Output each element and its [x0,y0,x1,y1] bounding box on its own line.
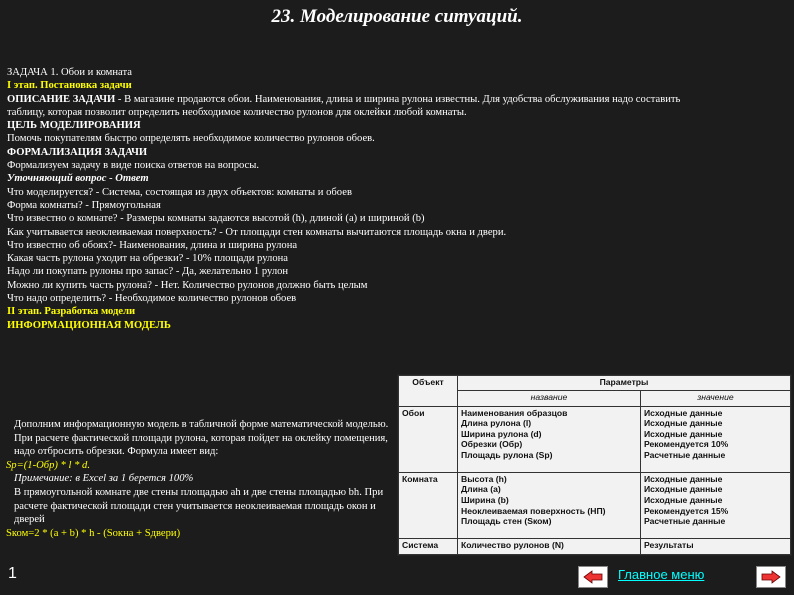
col-object-header: Объект [399,376,458,407]
arrow-left-icon [583,570,603,584]
formal-heading: ФОРМАЛИЗАЦИЯ ЗАДАЧИ [7,146,148,158]
param-name: Длина рулона (l) [461,418,532,429]
desc-label: ОПИСАНИЕ ЗАДАЧИ [7,93,116,105]
note-remark: Примечание: в Excel за 1 берется 100% [14,473,194,485]
param-value: Результаты [644,539,694,550]
task-description [7,93,787,106]
table-row [399,472,791,538]
col-name-header: название [458,391,641,406]
qa-item: Какая часть рулона уходит на обрезки? - 10% площади рулона [7,253,288,265]
param-name: Ширина рулона (d) [461,428,542,439]
param-name: Площадь рулона (Sр) [461,450,553,461]
info-model-table [397,374,792,556]
qa-item: Форма комнаты? - Прямоугольная [7,199,161,211]
param-name: Площадь стен (Sком) [461,516,552,527]
desc-line2: таблицу, которая позволит определить необходимое количество рулонов для оклейки любой комнаты. [7,106,467,118]
param-value: Исходные данные [644,407,723,418]
task-header: ЗАДАЧА 1. Обои и комната [7,67,132,78]
param-value: Исходные данные [644,473,723,484]
param-name: Длина (a) [461,484,501,495]
qa-heading: Уточняющий вопрос - Ответ [7,173,149,185]
note-p2: При расчете фактической площади рулона, которая пойдет на оклейку помещения, надо отбросить обрезки. Формула имеет вид: [14,432,388,458]
object-cell: Система [399,538,458,554]
desc-line1: - В магазине продаются обои. Наименования, длина и ширина рулона известны. Для удобства обслуживания надо составить [115,93,681,105]
param-name: Количество рулонов (N) [461,539,564,550]
values-cell [641,538,791,554]
col-params-header: Параметры [458,376,791,391]
values-cell [641,406,791,472]
stage1-heading: I этап. Постановка задачи [7,80,132,92]
formula-wall-area: Sком=2 * (a + b) * h - (Sокна + Sдвери) [6,527,181,539]
param-name: Неоклеиваемая поверхность (НП) [461,505,606,516]
param-value: Исходные данные [644,484,723,495]
param-name: Ширина (b) [461,494,509,505]
qa-item: Что известно о комнате? - Размеры комнаты задаются высотой (h), длиной (a) и шириной (b) [7,213,425,225]
values-cell [641,472,791,538]
page-title: 23. Моделирование ситуаций. [271,6,523,27]
note-p1: Дополним информационную модель в табличной форме математической моделью. [14,419,389,430]
formula-roll-area: Sр=(1-Обр) * l * d. [6,459,90,471]
col-value-header: значение [641,391,791,406]
main-menu-link[interactable]: Главное меню [618,567,705,582]
names-cell [458,472,641,538]
qa-item: Что моделируется? - Система, состоящая из двух объектов: комнаты и обоев [7,186,352,198]
qa-item: Можно ли купить часть рулона? - Нет. Количество рулонов должно быть целым [7,279,368,291]
names-cell [458,538,641,554]
qa-item: Надо ли покупать рулоны про запас? - Да, желательно 1 рулон [7,266,289,278]
qa-item: Как учитывается неоклеиваемая поверхность? - От площади стен комнаты вычитаются площадь окна и двери. [7,226,507,238]
param-value: Исходные данные [644,428,723,439]
param-value: Исходные данные [644,494,723,505]
formal-text: Формализуем задачу в виде поиска ответов на вопросы. [7,160,260,172]
goal-text: Помочь покупателям быстро определять необходимое количество рулонов обоев. [7,133,375,145]
info-model-heading: ИНФОРМАЦИОННАЯ МОДЕЛЬ [7,319,171,331]
prev-slide-button[interactable] [578,566,608,588]
object-cell: Обои [399,406,458,472]
goal-heading: ЦЕЛЬ МОДЕЛИРОВАНИЯ [7,120,141,132]
param-value: Расчетные данные [644,516,726,527]
object-cell: Комната [399,472,458,538]
names-cell [458,406,641,472]
param-value: Исходные данные [644,418,723,429]
table-row [399,538,791,554]
task-text [7,66,787,332]
qa-item: Что известно об обоях?- Наименования, длина и ширина рулона [7,239,298,251]
param-value: Рекомендуется 15% [644,505,729,516]
stage2-heading: II этап. Разработка модели [7,306,136,318]
param-name: Высота (h) [461,473,507,484]
param-name: Наименования образцов [461,407,568,418]
arrow-right-icon [761,570,781,584]
param-value: Рекомендуется 10% [644,439,729,450]
qa-item: Что надо определить? - Необходимое количество рулонов обоев [7,293,297,305]
next-slide-button[interactable] [756,566,786,588]
note-p3: В прямоугольной комнате две стены площадью ah и две стены площадью bh. При расчете фактической площади стен учитывается неоклеиваемая площадь окон и дверей [14,486,384,526]
page-number: 1 [8,565,17,582]
table-row [399,406,791,472]
param-name: Обрезки (Обр) [461,439,523,450]
math-model-note [6,418,396,540]
param-value: Расчетные данные [644,450,726,461]
